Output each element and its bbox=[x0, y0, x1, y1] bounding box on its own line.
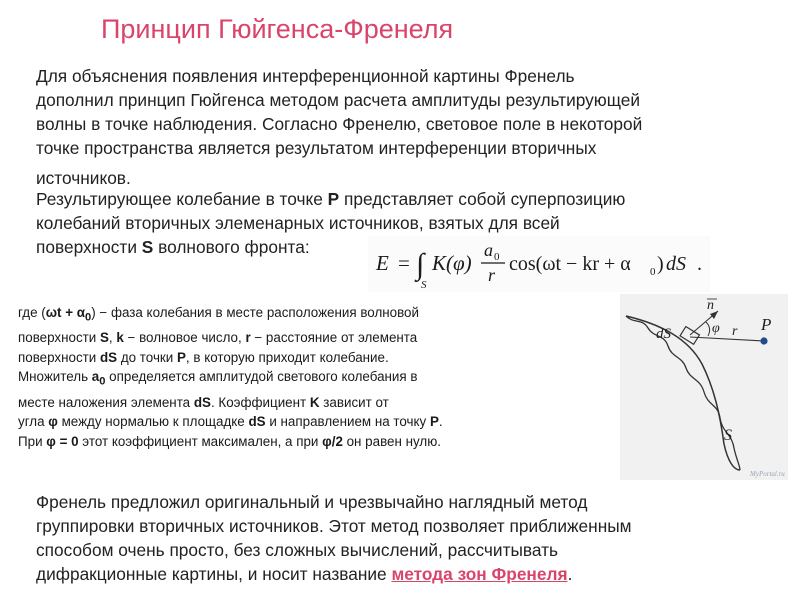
explanation-text: угла bbox=[18, 414, 49, 430]
explanation-text: поверхности bbox=[18, 349, 100, 365]
intro-paragraph bbox=[36, 64, 756, 190]
explanation-text: − волновое число, bbox=[123, 330, 246, 346]
normal-label: n bbox=[707, 298, 714, 313]
explanation-text: − расстояние от элемента bbox=[250, 330, 418, 346]
explanation-text: до точки bbox=[117, 349, 177, 365]
term-p: P bbox=[176, 349, 186, 365]
surface-s-label: S bbox=[141, 237, 154, 257]
a0-text: a bbox=[91, 369, 100, 385]
explanation-text: он равен нулю. bbox=[342, 433, 441, 449]
intro-line: Для объяснения появления интерференционной картины Френель bbox=[36, 66, 575, 86]
formula-cosine: cos(ωt − kr + α bbox=[509, 253, 631, 275]
integral-sign: ∫ bbox=[416, 248, 425, 281]
superposition-text: колебаний вторичных элеменарных источников, взятых для всей bbox=[36, 213, 560, 233]
intro-line: волны в точке наблюдения. Согласно Френелю, световое поле в некоторой bbox=[36, 114, 643, 134]
fraction-numerator: a bbox=[484, 240, 493, 260]
ray-to-p bbox=[690, 337, 764, 341]
term-k-coef: K bbox=[309, 394, 320, 410]
explanation-text: между нормалью к площадке bbox=[57, 414, 249, 430]
slide-title: Принцип Гюйгенса-Френеля bbox=[101, 14, 454, 44]
distance-label: r bbox=[732, 324, 738, 339]
formula-ds: dS bbox=[666, 253, 686, 275]
term-a0 bbox=[91, 369, 106, 389]
wavefront-diagram bbox=[620, 294, 788, 480]
intro-line: дополнил принцип Гюйгенса методом расчета амплитуды результирующей bbox=[36, 90, 641, 110]
point-p bbox=[760, 337, 767, 344]
explanation-text: . Коэффициент bbox=[210, 394, 310, 410]
explanation-text: При bbox=[18, 433, 47, 449]
integral-domain: S bbox=[421, 279, 427, 291]
surface-label: S bbox=[724, 427, 732, 444]
conclusion-line: дифракционные картины, и носит название bbox=[36, 564, 392, 584]
superposition-text: представляет собой суперпозицию bbox=[339, 189, 626, 209]
watermark: MyPortal.ru bbox=[750, 470, 785, 478]
formula-cosine-close: ) bbox=[657, 253, 664, 275]
formula-lhs: E bbox=[376, 251, 389, 275]
term-phi-zero: φ = 0 bbox=[46, 433, 79, 449]
term-ds: dS bbox=[248, 414, 266, 430]
term-phi-half: φ/2 bbox=[322, 433, 343, 449]
formula-cosine-subscript: 0 bbox=[650, 266, 656, 278]
a0-subscript: 0 bbox=[99, 376, 106, 389]
explanation-text: этот коэффициент максимален, а при bbox=[78, 433, 323, 449]
explanation-text: где ( bbox=[18, 305, 46, 320]
formula-equals: = bbox=[398, 251, 410, 275]
fraction-numerator-subscript: 0 bbox=[494, 251, 500, 263]
fraction-denominator: r bbox=[488, 265, 496, 285]
term-s: S bbox=[99, 330, 109, 346]
intro-line: источников. bbox=[36, 168, 131, 188]
explanation-text: , bbox=[108, 330, 117, 346]
term-ds: dS bbox=[99, 349, 118, 365]
term-r: r bbox=[245, 330, 251, 346]
formula-k-phi: K(φ) bbox=[432, 251, 472, 275]
conclusion-line: способом очень просто, без сложных вычислений, рассчитывать bbox=[36, 540, 559, 560]
formula-period: . bbox=[697, 253, 702, 275]
point-p-label: P bbox=[761, 315, 772, 334]
phase-subscript: 0 bbox=[85, 311, 92, 324]
conclusion-line: . bbox=[567, 564, 573, 584]
term-k: k bbox=[116, 330, 124, 346]
explanation-text: месте наложения элемента bbox=[18, 394, 194, 410]
explanation-text: Множитель bbox=[18, 369, 92, 385]
intro-line: точке пространства является результатом интерференции вторичных bbox=[36, 138, 597, 158]
explanation-text: . bbox=[438, 414, 443, 430]
ds-label: dS bbox=[656, 326, 671, 342]
explanation-text: ) − фаза колебания в месте расположения волновой bbox=[91, 305, 419, 320]
conclusion-line: Френель предложил оригинальный и чрезвычайно наглядный метод bbox=[36, 492, 588, 512]
explanation-text: поверхности bbox=[18, 330, 100, 346]
superposition-text: поверхности bbox=[36, 237, 142, 257]
superposition-text: волнового фронта: bbox=[153, 237, 310, 257]
superposition-text: Результирующее колебание в точке bbox=[36, 189, 328, 209]
explanation-text: определяется амплитудой светового колебания в bbox=[105, 369, 418, 385]
angle-arc bbox=[706, 322, 710, 336]
term-ds: dS bbox=[193, 394, 211, 410]
phase-term bbox=[45, 305, 92, 324]
explanation-text: и направлением на точку bbox=[265, 414, 430, 430]
term-phi: φ bbox=[48, 414, 58, 430]
conclusion-line: группировки вторичных источников. Этот метод позволяет приближенным bbox=[36, 516, 632, 536]
fresnel-zones-link[interactable]: метода зон Френеля bbox=[391, 564, 568, 584]
angle-label: φ bbox=[712, 321, 720, 336]
point-p-label: P bbox=[327, 189, 340, 209]
explanation-paragraph bbox=[18, 303, 588, 452]
explanation-text: зависит от bbox=[319, 394, 389, 410]
conclusion-paragraph bbox=[36, 490, 756, 586]
huygens-fresnel-formula bbox=[368, 236, 710, 292]
phase-text: ωt + α bbox=[45, 305, 85, 320]
term-p: P bbox=[429, 414, 439, 430]
explanation-text: , в которую приходит колебание. bbox=[185, 349, 389, 365]
